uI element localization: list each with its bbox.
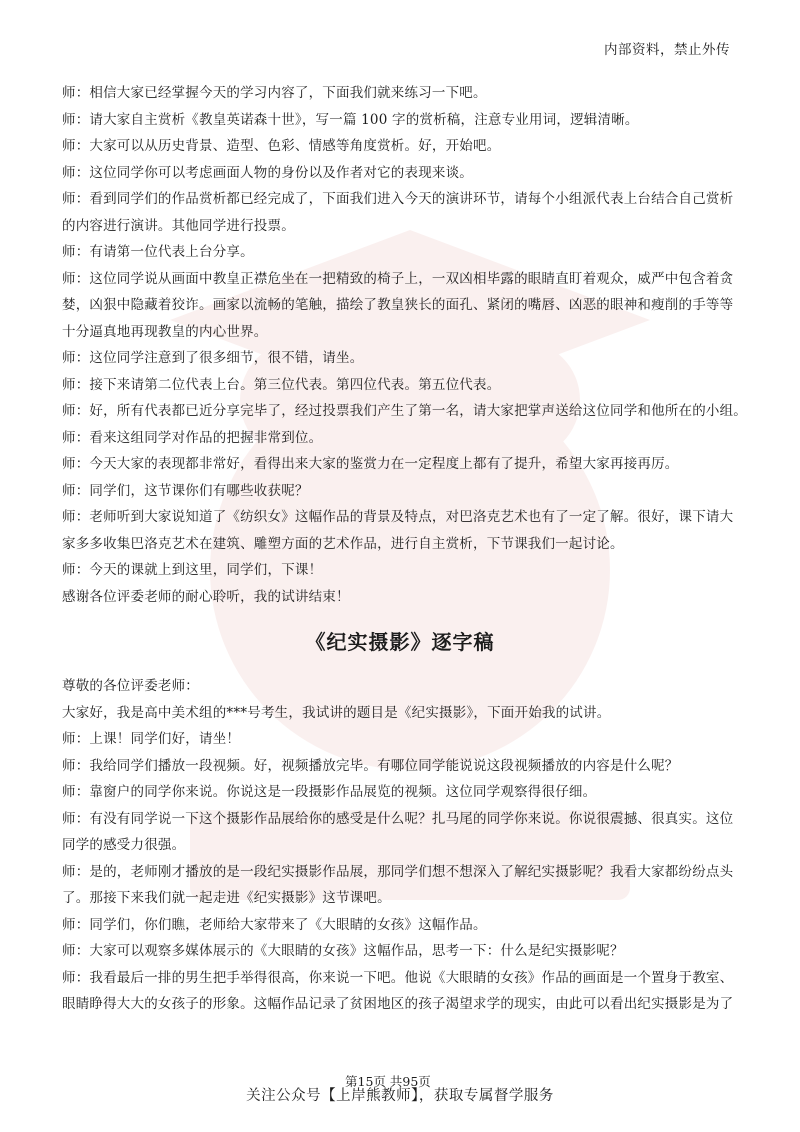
transcript-line: 婪，凶狠中隐藏着狡诈。画家以流畅的笔触，描绘了教皇狭长的面孔、紧闭的嘴唇、凶恶的眼神和瘦削的手等等 [62,297,734,313]
transcript-line: 师：靠窗户的同学你来说。你说这是一段摄影作品展览的视频。这位同学观察得很仔细。 [62,784,597,800]
transcript-line: 师：我给同学们播放一段视频。好，视频播放完毕。有哪位同学能说说这段视频播放的内容是什么呢？ [62,757,679,774]
transcript-line: 师：好，所有代表都已近分享完毕了，经过投票我们产生了第一名，请大家把掌声送给这位同学和他所在的小组。 [62,403,747,419]
transcript-top-section [62,80,752,610]
transcript-line: 师：这位同学你可以考虑画面人物的身份以及作者对它的表现来谈。 [62,164,473,181]
transcript-line: 师：同学们，这节课你们有哪些收获呢？ [62,482,309,499]
transcript-line: 眼睛睁得大大的女孩子的形象。这幅作品记录了贫困地区的孩子渴望求学的现实，由此可以看出纪实摄影是为了 [62,996,734,1012]
transcript-bottom-section [62,673,752,1018]
transcript-line: 师：接下来请第二位代表上台。第三位代表。第四位代表。第五位代表。 [62,376,501,393]
transcript-line: 师：今天大家的表现都非常好，看得出来大家的鉴赏力在一定程度上都有了提升，希望大家再接再厉。 [62,456,679,472]
transcript-line: 师：请大家自主赏析《教皇英诺森十世》，写一篇 100 字的赏析稿，注意专业用词，逻辑清晰。 [62,111,639,128]
transcript-line: 同学的感受力很强。 [62,837,186,853]
transcript-line: 的内容进行演讲。其他同学进行投票。 [62,217,295,234]
transcript-line: 师：大家可以从历史背景、造型、色彩、情感等角度赏析。好，开始吧。 [62,138,501,154]
footer-promo-text: 关注公众号【上岸熊教师】，获取专属督学服务 [246,1088,554,1104]
transcript-line: 师：老师听到大家说知道了《纺织女》这幅作品的背景及特点，对巴洛克艺术也有了一定了解。很好，课下请大 [62,509,734,525]
header-confidential-note: 内部资料，禁止外传 [604,42,730,58]
transcript-line: 十分逼真地再现教皇的内心世界。 [62,323,268,340]
transcript-line: 师：有请第一位代表上台分享。 [62,244,254,260]
transcript-line: 师：这位同学说从画面中教皇正襟危坐在一把精致的椅子上，一双凶相毕露的眼睛直盯着观众，威严中包含着贪 [62,270,734,287]
transcript-line: 师：今天的课就上到这里，同学们，下课！ [62,562,323,578]
transcript-line: 师：看来这组同学对作品的把握非常到位。 [62,429,323,446]
section-title: 《纪实摄影》逐字稿 [305,630,495,654]
transcript-line: 尊敬的各位评委老师： [62,678,199,694]
transcript-line: 师：看到同学们的作品赏析都已经完成了，下面我们进入今天的演讲环节，请每个小组派代表上台结合自己赏析 [62,191,734,207]
transcript-line: 师：我看最后一排的男生把手举得很高，你来说一下吧。他说《大眼睛的女孩》作品的画面是一个置身于教室、 [62,969,734,986]
transcript-line: 师：大家可以观察多媒体展示的《大眼睛的女孩》这幅作品，思考一下：什么是纪实摄影呢？ [62,943,624,959]
transcript-line: 师：这位同学注意到了很多细节，很不错，请坐。 [62,350,364,366]
transcript-line: 感谢各位评委老师的耐心聆听，我的试讲结束！ [62,588,350,605]
transcript-line: 师：相信大家已经掌握今天的学习内容了，下面我们就来练习一下吧。 [62,85,487,101]
transcript-line: 了。那接下来我们就一起走进《纪实摄影》这节课吧。 [62,890,391,906]
transcript-line: 师：是的，老师刚才播放的是一段纪实摄影作品展，那同学们想不想深入了解纪实摄影呢？我看大家都纷纷点头 [62,863,734,880]
transcript-line: 大家好，我是高中美术组的***号考生，我试讲的题目是《纪实摄影》，下面开始我的试讲。 [62,704,611,721]
transcript-line: 师：有没有同学说一下这个摄影作品展给你的感受是什么呢？扎马尾的同学你来说。你说很震撼、很真实。这位 [62,810,734,827]
page-number: 第15页 共95页 [345,1074,431,1089]
transcript-line: 家多多收集巴洛克艺术在建筑、雕塑方面的艺术作品，进行自主赏析，下节课我们一起讨论。 [62,535,624,552]
transcript-line: 师：同学们，你们瞧，老师给大家带来了《大眼睛的女孩》这幅作品。 [62,916,487,933]
transcript-line: 师：上课！同学们好，请坐！ [62,731,241,747]
